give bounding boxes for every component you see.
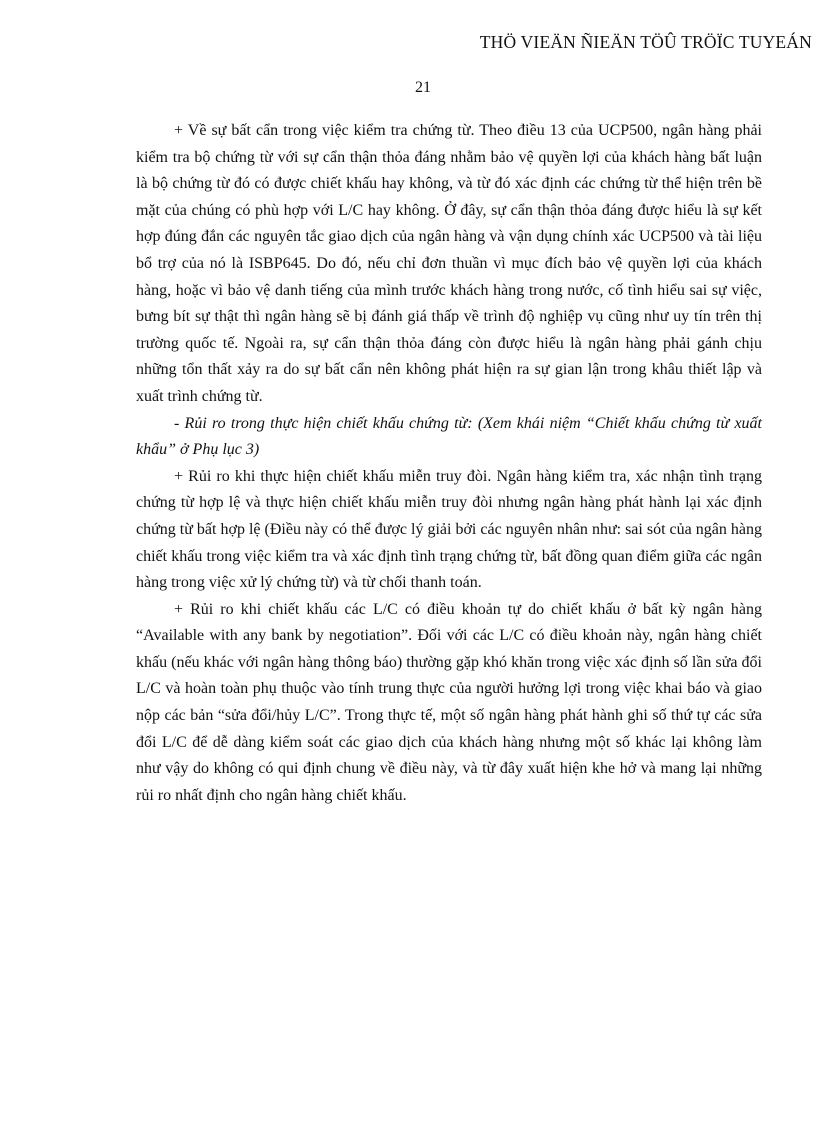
page-number: 21	[415, 79, 431, 96]
paragraph-without-recourse-risk: + Rủi ro khi thực hiện chiết khấu miễn truy đòi. Ngân hàng kiểm tra, xác nhận tình trạng chứng từ hợp lệ và thực hiện chiết khấu miễn truy đòi nhưng ngân hàng phát hành lại xác định chứng từ bất hợp lệ (Điều này có thể được lý giải bởi các nguyên nhân như: sai sót của ngân hàng chiết khấu trong việc kiểm tra và xác định tình trạng chứng từ, bất đồng quan điểm giữa các ngân hàng trong việc xử lý chứng từ) và từ chối thanh toán.	[136, 467, 762, 592]
page-header: THÖ VIEÄN ÑIEÄN TÖÛ TRÖÏC TUYEÁN	[479, 32, 812, 52]
document-body	[136, 118, 762, 809]
paragraph-free-negotiation-risk: + Rủi ro khi chiết khấu các L/C có điều khoản tự do chiết khấu ở bất kỳ ngân hàng “Available with any bank by negotiation”. Đối với các L/C có điều khoản này, ngân hàng chiết khấu (nếu khác với ngân hàng thông báo) thường gặp khó khăn trong việc xác định số lần sửa đổi L/C và hoàn toàn phụ thuộc vào tính trung thực của người hưởng lợi trong việc khai báo và giao nộp các bản “sửa đổi/hủy L/C”. Trong thực tế, một số ngân hàng phát hành ghi số thứ tự các sửa đổi L/C để dễ dàng kiểm soát các giao dịch của khách hàng nhưng một số khác lại không làm như vậy do không có qui định chung về điều này, và từ đây xuất hiện khe hở và mang lại những rủi ro nhất định cho ngân hàng chiết khấu.	[136, 600, 762, 804]
paragraph-negligence-risk: + Về sự bất cẩn trong việc kiểm tra chứng từ. Theo điều 13 của UCP500, ngân hàng phải kiểm tra bộ chứng từ với sự cẩn thận thỏa đáng nhằm bảo vệ quyền lợi của khách hàng bất luận là bộ chứng từ đó có được chiết khấu hay không, và từ đó xác định các chứng từ thể hiện trên bề mặt của chúng có phù hợp với L/C hay không. Ở đây, sự cẩn thận thỏa đáng được hiểu là sự kết hợp đúng đắn các nguyên tắc giao dịch của ngân hàng và vận dụng chính xác UCP500 và tài liệu bổ trợ của nó là ISBP645. Do đó, nếu chỉ đơn thuần vì mục đích bảo vệ quyền lợi của khách hàng, hoặc vì bảo vệ danh tiếng của mình trước khách hàng trong nước, cố tình hiểu sai sự việc, bưng bít sự thật thì ngân hàng sẽ bị đánh giá thấp về trình độ nghiệp vụ cũng như uy tín trên thị trường quốc tế. Ngoài ra, sự cẩn thận thỏa đáng còn được hiểu là ngân hàng phải gánh chịu những tổn thất xảy ra do sự bất cẩn nên không phát hiện ra sự gian lận trong khâu thiết lập và xuất trình chứng từ.	[136, 122, 762, 405]
paragraph-discount-risk-heading: - Rủi ro trong thực hiện chiết khấu chứng từ: (Xem khái niệm “Chiết khấu chứng từ xuất khẩu” ở Phụ lục 3)	[136, 414, 762, 459]
